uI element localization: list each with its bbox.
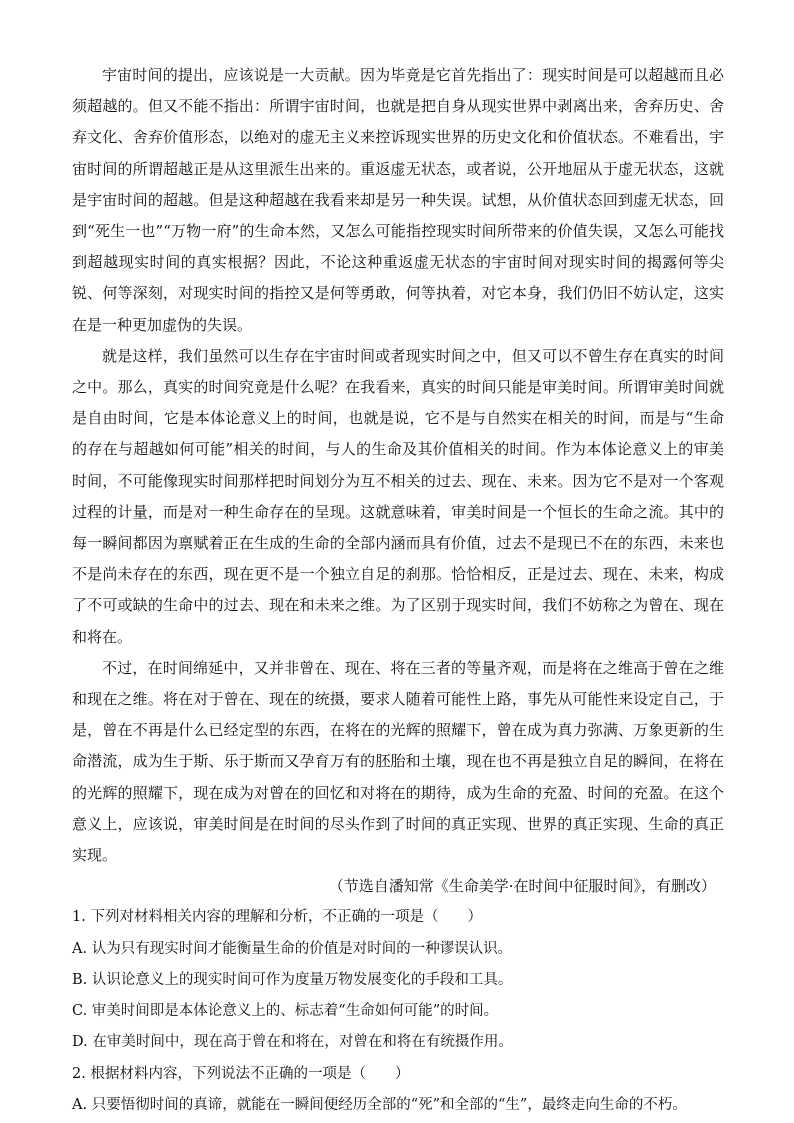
passage-paragraph-2: 就是这样，我们虽然可以生存在宇宙时间或者现实时间之中，但又可以不曾生存在真实的时间之中。那么，真实的时间究竟是什么呢？在我看来，真实的时间只能是审美时间。所谓审美时间就是自由时间，它是本体论意义上的时间，也就是说，它不是与自然实在相关的时间，而是与“生命的存在与超越如何可能”相关的时间，与人的生命及其价值相关的时间。作为本体论意义上的审美时间，不可能像现实时间那样把时间划分为互不相关的过去、现在、未来。因为它不是对一个客观过程的计量，而是对一种生命存在的呈现。这就意味着，审美时间是一个恒长的生命之流。其中的每一瞬间都因为禀赋着正在生成的生命的全部内涵而具有价值，过去不是现已不在的东西，未来也不是尚未存在的东西，现在更不是一个独立自足的刹那。恰恰相反，正是过去、现在、未来，构成了不可或缺的生命中的过去、现在和未来之维。为了区别于现实时间，我们不妨称之为曾在、现在和将在。 bbox=[72, 346, 724, 646]
question-1-option-b: B. 认识论意义上的现实时间可作为度量万物发展变化的手段和工具。 bbox=[72, 971, 513, 988]
question-2 bbox=[72, 1059, 724, 1121]
question-1-option-a: A. 认为只有现实时间才能衡量生命的价值是对时间的一种谬误认识。 bbox=[72, 940, 513, 957]
document-page bbox=[72, 60, 724, 1121]
question-1-stem: 1. 下列对材料相关内容的理解和分析，不正确的一项是（ ） bbox=[72, 909, 482, 926]
passage-source: （节选自潘知常《生命美学·在时间中征服时间》，有删改） bbox=[328, 877, 716, 896]
passage-paragraph-1: 宇宙时间的提出，应该说是一大贡献。因为毕竟是它首先指出了：现实时间是可以超越而且必须超越的。但又不能不指出：所谓宇宙时间，也就是把自身从现实世界中剥离出来，舍弃历史、舍弃文化、舍弃价值形态，以绝对的虚无主义来控诉现实世界的历史文化和价值状态。不难看出，宇宙时间的所谓超越正是从这里派生出来的。重返虚无状态，或者说，公开地屈从于虚无状态，这就是宇宙时间的超越。但是这种超越在我看来却是另一种失误。试想，从价值状态回到虚无状态，回到“死生一也”“万物一府”的生命本然，又怎么可能指控现实时间所带来的价值失误，又怎么可能找到超越现实时间的真实根据？因此，不论这种重返虚无状态的宇宙时间对现实时间的揭露何等尖锐、何等深刻，对现实时间的指控又是何等勇敢，何等执着，对它本身，我们仍旧不妨认定，这实在是一种更加虚伪的失误。 bbox=[72, 66, 724, 334]
question-2-stem: 2. 根据材料内容，下列说法不正确的一项是（ ） bbox=[72, 1065, 410, 1082]
question-2-option-a: A. 只要悟彻时间的真谛，就能在一瞬间便经历全部的“死”和全部的“生”，最终走向生命的不朽。 bbox=[72, 1096, 687, 1113]
question-1-option-d: D. 在审美时间中，现在高于曾在和将在，对曾在和将在有统摄作用。 bbox=[72, 1034, 513, 1051]
question-1 bbox=[72, 902, 724, 1058]
question-1-option-c: C. 审美时间即是本体论意义上的、标志着“生命如何可能”的时间。 bbox=[72, 1003, 499, 1020]
passage-paragraph-3: 不过，在时间绵延中，又并非曾在、现在、将在三者的等量齐观，而是将在之维高于曾在之维和现在之维。将在对于曾在、现在的统摄，要求人随着可能性上路，事先从可能性来设定自己，于是，曾在不再是什么已经定型的东西，在将在的光辉的照耀下，曾在成为真力弥满、万象更新的生命潜流，成为生于斯、乐于斯而又孕育万有的胚胎和土壤，现在也不再是独立自足的瞬间，在将在的光辉的照耀下，现在成为对曾在的回忆和对将在的期待，成为生命的充盈、时间的充盈。在这个意义上，应该说，审美时间是在时间的尽头作到了时间的真正实现、世界的真正实现、生命的真正实现。 bbox=[72, 658, 724, 865]
